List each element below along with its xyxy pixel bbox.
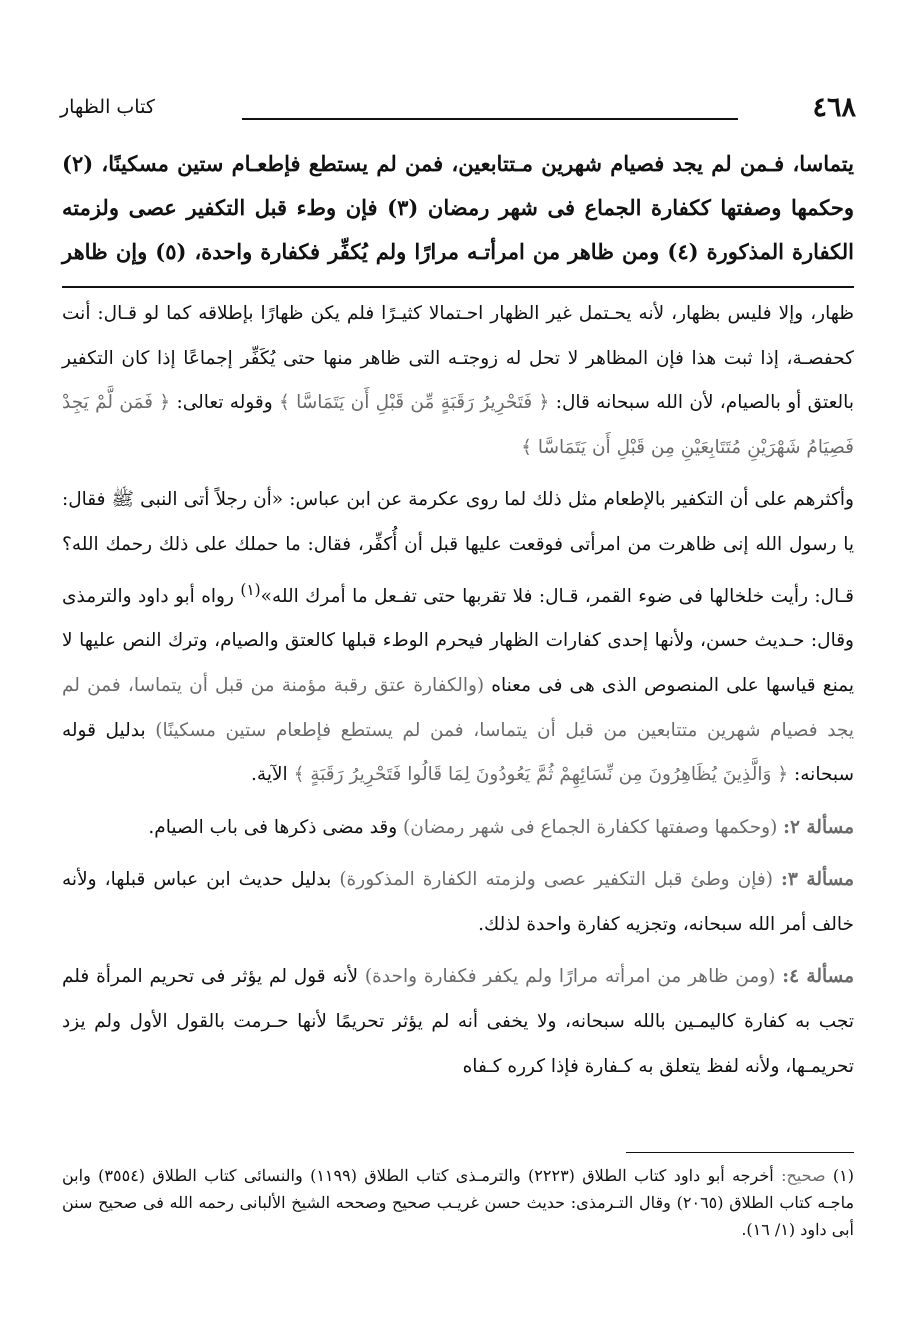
- commentary: [62, 292, 854, 1097]
- page-header: [60, 92, 856, 132]
- header-rule: [242, 118, 738, 120]
- quran-quote: ﴿ وَالَّذِينَ يُظَاهِرُونَ مِن نِّسَائِهِمْ ثُمَّ يَعُودُونَ لِمَا قَالُوا فَتَحْرِيرُ رَقَبَةٍ ﴾: [293, 764, 789, 786]
- footnote: [62, 1162, 854, 1243]
- quran-quote: ﴿ فَتَحْرِيرُ رَقَبَةٍ مِّن قَبْلِ أَن يَتَمَاسَّا ﴾: [278, 392, 550, 414]
- masala-4: [62, 955, 854, 1089]
- paragraph-text: الآية.: [251, 764, 294, 786]
- footnote-divider: [626, 1152, 854, 1153]
- quran-quote: ﴿ فَمَن لَّمْ يَجِدْ فَصِيَامُ شَهْرَيْنِ مُتَتَابِعَيْنِ مِن قَبْلِ أَن يَتَمَاسَّا ﴾: [62, 392, 854, 458]
- footnote-text: أخرجه أبو داود كتاب الطلاق (٢٢٢٣) والترمـذى كتاب الطلاق (١١٩٩) والنسائى كتاب الطلاق (٣٥٥٤) وابن ماجـه كتاب الطلاق (٢٠٦٥) وقال التـرمذى: حديث حسن غريـب صحيح وصححه الشيخ الألبانى رحمه الله فى صحيح سنن أبى داود (١/ ١٦).: [62, 1166, 855, 1239]
- paragraph-text: بدليل حديث ابن عباس قبلها، ولأنه خالف أمر الله سبحانه، وتجزيه كفارة واحدة لذلك.: [62, 869, 854, 935]
- page-number: ٤٦٨: [812, 92, 856, 123]
- matn-quote: (وحكمها وصفتها ككفارة الجماع فى شهر رمضان): [403, 816, 784, 838]
- paragraph-text: وقوله تعالى:: [176, 392, 273, 414]
- paragraph: [62, 478, 854, 797]
- matn-text: [62, 142, 854, 274]
- masala-label: مسألة ٢:: [783, 816, 854, 838]
- matn-line: وحكمها وصفتها ككفارة الجماع فى شهر رمضان (٣) فإن وطء قبل التكفير عصى ولزمته: [62, 195, 854, 220]
- matn-divider: [62, 286, 854, 288]
- paragraph-text: بدليل قوله سبحانه:: [62, 719, 854, 786]
- footnote-ref: (١): [240, 580, 261, 599]
- footnotes: [62, 1162, 854, 1243]
- masala-3: [62, 858, 854, 947]
- chapter-title: كتاب الظهار: [60, 96, 155, 118]
- paragraph-text: لأنه قول لم يؤثر فى تحريم المرأة فلم تجب به كفارة كاليمـين بالله سبحانه، ولا يخفى أنه لم يؤثر تحريمًا لأنها حـرمت بالقول الأول ولم يزد تحريمـها، ولأنه لفظ يتعلق به كـفارة فإذا كرره كـفاه: [62, 966, 854, 1077]
- matn-quote: (فإن وطئ قبل التكفير عصى ولزمته الكفارة المذكورة): [339, 869, 781, 891]
- paragraph-text: ظهار، وإلا فليس بظهار، لأنه يحـتمل غير الظهار احـتمالا كثيـرًا فلم يكن ظهارًا بإطلاقه كما لو قـال: أنت كحفصـة، إذا ثبت هذا فإن المظاهر لا تحل له زوجتـه التى ظاهر منها حتى يُكَفِّر إجماعًا إذا كان التكفير بالعتق أو بالصيام، لأن الله سبحانه قال:: [62, 303, 854, 414]
- paragraph-text: وقد مضى ذكرها فى باب الصيام.: [148, 816, 404, 838]
- paragraph-text: وأكثرهم على أن التكفير بالإطعام مثل ذلك لما روى عكرمة عن ابن عباس: «أن رجلاً أتى النبى ﷺ فقال: يا رسول الله إنى ظاهرت من امرأتى فوقعت عليها قبل أن أُكفِّر، فقال: ما حملك على ذلك رحمك الله؟ قـال: رأيت خلخالها فى ضوء القمر، قـال: فلا تقربها حتى تفـعل ما أمرك الله»: [62, 489, 854, 607]
- matn-line: يتماسا، فـمن لم يجد فصيام شهرين مـتتابعين، فمن لم يستطع فإطعـام ستين مسكينًا، (٢): [62, 151, 854, 176]
- matn-line: الكفارة المذكورة (٤) ومن ظاهر من امرأتـه مرارًا ولم يُكفِّر فكفارة واحدة، (٥) وإن ظاهر: [62, 239, 854, 264]
- matn-quote: (ومن ظاهر من امرأته مرارًا ولم يكفر فكفارة واحدة): [364, 966, 783, 988]
- masala-label: مسألة ٣:: [781, 869, 855, 891]
- matn-quote: (والكفارة عتق رقبة مؤمنة من قبل أن يتماسا، فمن لم يجد فصيام شهرين متتابعين من قبل أن يتماسا، فمن لم يستطع فإطعام ستين مسكينًا): [62, 674, 854, 741]
- masala-label: مسألة ٤:: [782, 966, 855, 988]
- paragraph-text: رواه أبو داود والترمذى وقال: حـديث حسن، ولأنها إحدى كفارات الظهار فيحرم الوطء قبلها كالعتق والصيام، وترك النص عليها لا يمنع قياسها على المنصوص الذى هى فى معناه: [62, 585, 854, 696]
- masala-2: [62, 806, 854, 851]
- hadith-grade: صحيح:: [781, 1166, 826, 1185]
- footnote-number: (١): [832, 1166, 854, 1185]
- paragraph: [62, 292, 854, 470]
